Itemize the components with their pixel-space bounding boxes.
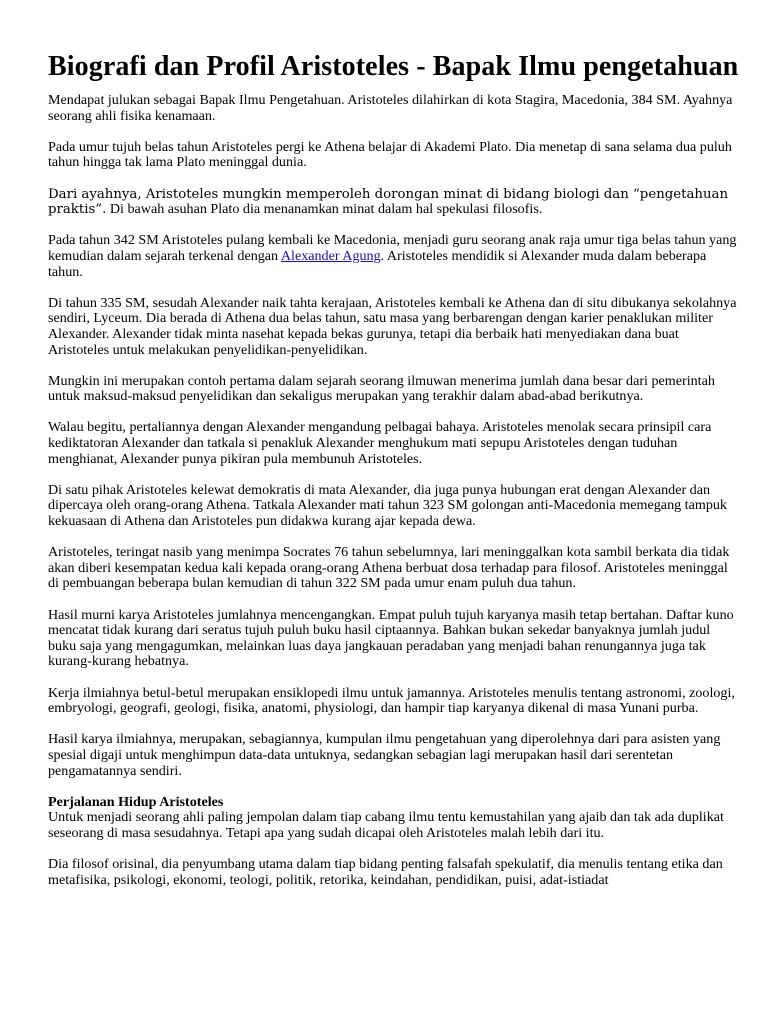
- paragraph-democratic: Di satu pihak Aristoteles kelewat demokratis di mata Alexander, dia juga punya hubungan erat dengan Alexander dan dipercaya oleh orang-orang Athena. Tatkala Alexander mati tahun 323 SM golongan anti-Macedonia memegang tampuk kekuasaan di Athena dan Aristoteles pun didakwa kurang ajar kepada dewa.: [48, 481, 727, 530]
- paragraph-macedonia-end: . Aristoteles mendidik si Alexander muda dalam beberapa tahun.: [48, 247, 707, 280]
- paragraph-works: Hasil murni karya Aristoteles jumlahnya mencengangkan. Empat puluh tujuh karyanya masih tetap bertahan. Daftar kuno mencatat tidak kurang dari seratus tujuh puluh buku hasil ciptaannya. Bahkan bukan sekedar banyaknya jumlah judul buku saja yang mengagumkan, melainkan luas daya jangkauan peradaban yang menjadi bahan renungannya juga tak kurang-kurang hebatnya.: [48, 606, 734, 670]
- paragraph-father: [48, 187, 740, 218]
- document-page: [48, 50, 740, 904]
- paragraph-exile: Aristoteles, teringat nasib yang menimpa Socrates 76 tahun sebelumnya, lari meninggalkan kota sambil berkata dia tidak akan diberi kesempatan kedua kali kepada orang-orang Athena berbuat dosa terhadap para filosof. Aristoteles meninggal di pembuangan beberapa bulan kemudian di tahun 322 SM pada umur enam puluh dua tahun.: [48, 544, 730, 592]
- paragraph-macedonia-start: Pada tahun 342 SM Aristoteles pulang kembali ke Macedonia, menjadi guru seorang anak raja umur tiga belas tahun yang kemudian dalam sejarah terkenal dengan: [48, 232, 737, 264]
- paragraph-funding: Mungkin ini merupakan contoh pertama dalam sejarah seorang ilmuwan menerima jumlah dana besar dari pemerintah untuk maksud-maksud penyelidikan dan sekaligus merupakan yang terakhir dalam abad-abad berikutnya.: [48, 372, 715, 405]
- paragraph-intro: Mendapat julukan sebagai Bapak Ilmu Pengetahuan. Aristoteles dilahirkan di kota Stagira, Macedonia, 384 SM. Ayahnya seorang ahli fisika kenamaan.: [48, 92, 733, 124]
- paragraph-assistants: Hasil karya ilmiahnya, merupakan, sebagiannya, kumpulan ilmu pengetahuan yang diperolehnya dari para asisten yang spesial digaji untuk menghimpun data-data untuknya, sedangkan sebagian lagi merupakan hasil dari serentetan pengamatannya sendiri.: [48, 731, 721, 779]
- article-title: Biografi dan Profil Aristoteles - Bapak Ilmu pengetahuan: [48, 51, 739, 82]
- paragraph-expert: Untuk menjadi seorang ahli paling jempolan dalam tiap cabang ilmu tentu kemustahilan yang ajaib dan tak ada duplikat seseorang di masa sesudahnya. Tetapi apa yang sudah dicapai oleh Aristoteles malah lebih dari itu.: [48, 809, 724, 841]
- paragraph-philosopher: Dia filosof orisinal, dia penyumbang utama dalam tiap bidang penting falsafah spekulatif, dia menulis tentang etika dan metafisika, psikologi, ekonomi, teologi, politik, retorika, keindahan, pendidikan, puisi, adat-istiadat: [48, 856, 723, 888]
- paragraph-father-line2: Di bawah asuhan Plato dia menanamkan minat dalam hal spekulasi filosofis.: [109, 201, 543, 218]
- paragraph-danger: Walau begitu, pertaliannya dengan Alexander mengandung pelbagai bahaya. Aristoteles menolak secara prinsipil cara kediktatoran Alexander dan tatkala si penakluk Alexander menghukum mati sepupu Aristoteles dengan tuduhan menghianat, Alexander punya pikiran pula membunuh Aristoteles.: [48, 419, 712, 467]
- alexander-agung-link[interactable]: Alexander Agung: [280, 247, 381, 264]
- paragraph-athena: Pada umur tujuh belas tahun Aristoteles pergi ke Athena belajar di Akademi Plato. Dia menetap di sana selama dua puluh tahun hingga tak lama Plato meninggal dunia.: [48, 138, 732, 171]
- paragraph-macedonia: [48, 233, 740, 280]
- paragraph-encyclopedia: Kerja ilmiahnya betul-betul merupakan ensiklopedi ilmu untuk jamannya. Aristoteles menulis tentang astronomi, zoologi, embryologi, geografi, geologi, fisika, anatomi, physiologi, dan hampir tiap karyanya dikenal di masa Yunani purba.: [48, 684, 735, 717]
- section-life: [48, 795, 740, 842]
- paragraph-lyceum: Di tahun 335 SM, sesudah Alexander naik tahta kerajaan, Aristoteles kembali ke Athena dan di situ dibukanya sekolahnya sendiri, Lyceum. Dia berada di Athena dua belas tahun, satu masa yang berbarengan dengan karier penaklukan militer Alexander. Alexander tidak minta nasehat kepada bekas gurunya, tetapi dia berbaik hati menyediakan dana buat Aristoteles untuk melakukan penyelidikan-penyelidikan.: [48, 294, 737, 358]
- paragraph-father-line1: Dari ayahnya, Aristoteles mungkin memperoleh dorongan minat di bidang biologi dan “pengetahuan praktis”.: [48, 186, 729, 218]
- section-title: Perjalanan Hidup Aristoteles: [48, 793, 224, 810]
